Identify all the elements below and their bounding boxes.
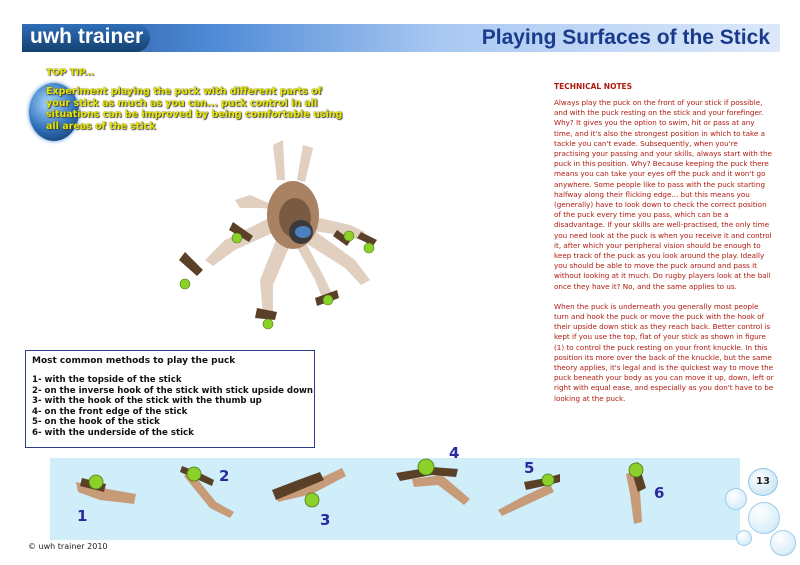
method-item: 2- on the inverse hook of the stick with stick upside down bbox=[32, 385, 314, 396]
brand-name: uwh trainer bbox=[30, 25, 144, 48]
method-item: 3- with the hook of the stick with the thumb up bbox=[32, 396, 262, 407]
top-tip-heading: TOP TIP... bbox=[46, 68, 95, 78]
method-item: 1- with the topside of the stick bbox=[32, 375, 182, 385]
footer-copyright: © uwh trainer 2010 bbox=[28, 542, 108, 551]
technical-notes-heading: TECHNICAL NOTES bbox=[554, 82, 633, 91]
swimmer-illustration bbox=[165, 140, 405, 340]
methods-list bbox=[32, 375, 314, 439]
figure-3-image bbox=[268, 462, 348, 512]
figure-5-label: 5 bbox=[524, 459, 535, 477]
figure-4-label: 4 bbox=[449, 444, 460, 462]
figure-1-label: 1 bbox=[77, 507, 88, 525]
methods-box bbox=[25, 350, 315, 448]
methods-title: Most common methods to play the puck bbox=[32, 356, 236, 366]
bubble-decoration bbox=[725, 488, 747, 510]
bubble-decoration bbox=[770, 530, 796, 556]
figure-6-label: 6 bbox=[654, 484, 665, 502]
technical-notes-paragraph: Always play the puck on the front of your stick if possible, and with the puck resting on the stick and your forefinger. Why? It gives you the option to swim, hit or pass at any time, and it's also the strongest position in which to take a tackle you can't evade. Subsequently, when you're practising your passing and your skills, always start with the puck in this position. Why? Because keeping the puck there means you can take your eyes off the puck and it won't go anywhere. Some people like to pass with the puck starting halfway along their flicking edge... but this means you (generally) have to look down to check the correct position of the puck every time you pass, which can be a disadvantage. If your skills are well-practised, the only time you need look at the puck is when you receive it and control it, after which your peripheral vision should be enough to keep track of the puck as you look around the play. Ideally you should be able to move the puck around and pass it without looking at it much. Do rugby players look at the ball once they have it? No, and the same applies to us. bbox=[554, 98, 772, 291]
page-number: 13 bbox=[748, 468, 778, 496]
figure-4-image bbox=[392, 455, 474, 509]
brand-logo bbox=[22, 24, 150, 52]
technical-notes bbox=[554, 98, 774, 414]
method-item: 4- on the front edge of the stick bbox=[32, 406, 188, 417]
figure-3-label: 3 bbox=[320, 511, 331, 529]
technical-notes-paragraph: When the puck is underneath you generally most people turn and hook the puck or move the puck with the hook of their upside down stick as they reach back. Better control is kept if you use the top, flat of your stick as shown in figure (1) to control the puck resting on your front knuckle. In this position its more over the back of the knuckle, but the same theory applies, it's legal and is the quickest way to move the puck beneath your body as you can move it up, down, left or right with equal ease, and especially as you don't have to be looking at the puck. bbox=[554, 301, 774, 403]
figure-2-image bbox=[176, 462, 240, 518]
figure-2-label: 2 bbox=[219, 467, 230, 485]
method-item: 5- on the hook of the stick bbox=[32, 417, 160, 428]
bubble-decoration bbox=[736, 530, 752, 546]
method-item: 6- with the underside of the stick bbox=[32, 427, 194, 438]
bubble-decoration bbox=[748, 502, 780, 534]
page-title: Playing Surfaces of the Stick bbox=[481, 26, 770, 49]
top-tip-text: Experiment playing the puck with different parts of your stick as much as you can... puck control in all situations can be improved by being comfortable using all areas of the stick bbox=[46, 86, 343, 132]
